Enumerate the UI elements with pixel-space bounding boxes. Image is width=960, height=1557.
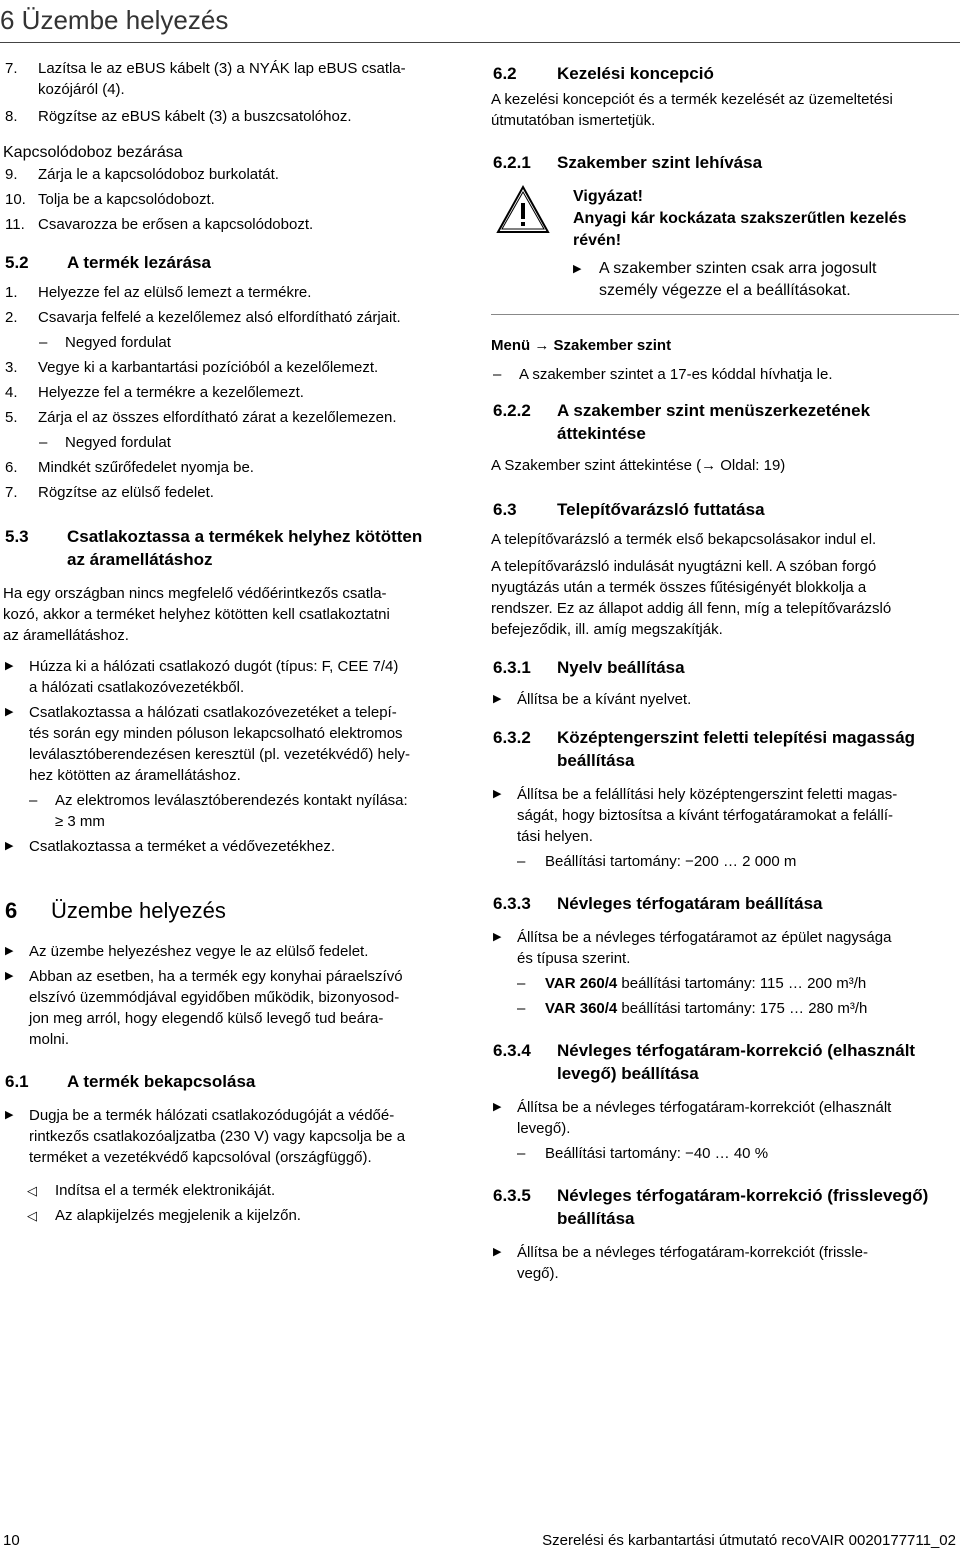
list-item: 5. Zárja el az összes elfordítható zárat a kezelőlemezen.	[5, 409, 397, 426]
warning-box	[491, 186, 959, 315]
result-triangle-icon: ◁	[27, 1183, 37, 1198]
bullet-icon: ▶	[5, 706, 14, 718]
footer-text: Szerelési és karbantartási útmutató recoVAIR 0020177711_02	[542, 1532, 956, 1549]
warning-title: Vigyázat!	[573, 188, 643, 205]
menu-path: Menü → Szakember szint	[491, 337, 672, 354]
bullet-icon: ▶	[493, 693, 502, 705]
dash-item: – VAR 360/4 beállítási tartomány: 175 … 280 m³/h	[517, 1000, 868, 1017]
list-item: 7. Lazítsa le az eBUS kábelt (3) a NYÁK lap eBUS csatla-	[5, 60, 406, 77]
s622-paragraph: A Szakember szint áttekintése (→ Oldal: 19)	[491, 457, 786, 474]
kapcs-heading: Kapcsolódoboz bezárása	[3, 144, 183, 161]
bullet-item: ▶ Az üzembe helyezéshez vegye le az elülső fedelet.	[5, 943, 369, 960]
bullet-item: ▶ Dugja be a termék hálózati csatlakozódugóját a védőé- rintkezős csatlakozóaljzatba (230 V) vagy kapcsolja be a terméket a vezetékvédő kapcsolóval (országfüggő).	[5, 1107, 406, 1166]
list-item: 7. Rögzítse az elülső fedelet.	[5, 484, 214, 501]
section-heading-6-3: 6.3 Telepítővarázsló futtatása	[493, 500, 765, 519]
page-number: 10	[3, 1532, 20, 1549]
section-heading-6-2-1: 6.2.1 Szakember szint lehívása	[493, 153, 763, 172]
s63-p1: A telepítővarázsló a termék első bekapcsolásakor indul el.	[491, 531, 877, 548]
warning-triangle-icon	[495, 184, 551, 242]
warning-subtitle: Anyagi kár kockázata szakszerűtlen kezelés révén!	[573, 210, 907, 249]
section-heading-6-1: 6.1 A termék bekapcsolása	[5, 1072, 256, 1091]
bullet-item: ▶ Csatlakoztassa a hálózati csatlakozóvezetéket a telepí- tés során egy minden póluson lekapcsolható elektromos leválasztóberendezésen keresztül (pl. vezetékvédő) hely- hez kötötten az áramellátáshoz.	[5, 704, 411, 784]
bullet-icon: ▶	[493, 1246, 502, 1258]
bullet-item: ▶ Állítsa be a kívánt nyelvet.	[493, 691, 692, 708]
bullet-item: ▶ Húzza ki a hálózati csatlakozó dugót (típus: F, CEE 7/4) a hálózati csatlakozóvezetékből.	[5, 658, 399, 696]
section-heading-6-3-2: 6.3.2 Középtengerszint feletti telepítési magasság beállítása	[493, 728, 916, 770]
warning-bullet: ▶ A szakember szinten csak arra jogosult személy végezze el a beállításokat.	[573, 260, 877, 299]
list-item: 8. Rögzítse az eBUS kábelt (3) a buszcsatolóhoz.	[5, 108, 352, 125]
bullet-icon: ▶	[5, 945, 14, 957]
s52-steps	[3, 282, 465, 503]
list-item: 10. Tolja be a kapcsolódobozt.	[5, 191, 215, 208]
bullet-icon: ▶	[5, 840, 14, 852]
result-triangle-icon: ◁	[27, 1208, 37, 1223]
list-item: 2. Csavarja felfelé a kezelőlemez alsó elfordítható zárjait.	[5, 309, 401, 326]
list-item: 6. Mindkét szűrőfedelet nyomja be.	[5, 459, 254, 476]
section-heading-6-2-2: 6.2.2 A szakember szint menüszerkezetének áttekintése	[493, 401, 871, 443]
bullet-item: ▶ Csatlakoztassa a terméket a védővezetékhez.	[5, 838, 335, 855]
list-item: kozójáról (4).	[38, 81, 125, 98]
section-heading-5-2: 5.2 A termék lezárása	[5, 253, 211, 272]
section-heading-6-3-1: 6.3.1 Nyelv beállítása	[493, 658, 685, 677]
bullet-icon: ▶	[493, 788, 502, 800]
bullet-icon: ▶	[493, 931, 502, 943]
bullet-icon: ▶	[573, 263, 582, 275]
section-heading-6-3-4: 6.3.4 Névleges térfogatáram-korrekció (elhasznált levegő) beállítása	[493, 1041, 916, 1083]
list-item: 4. Helyezze fel a termékre a kezelőlemezt.	[5, 384, 304, 401]
list-item: 3. Vegye ki a karbantartási pozícióból a kezelőlemezt.	[5, 359, 379, 376]
bullet-icon: ▶	[493, 1101, 502, 1113]
list-item: – Negyed fordulat	[39, 434, 171, 451]
section-heading-6-3-3: 6.3.3 Névleges térfogatáram beállítása	[493, 894, 823, 913]
bullet-item: ▶ Állítsa be a névleges térfogatáram-korrekciót (elhasznált levegő).	[493, 1099, 892, 1137]
dash-item: – Beállítási tartomány: −200 … 2 000 m	[517, 853, 797, 870]
bullet-item: ▶ Állítsa be a felállítási hely középtengerszint feletti magas- ságát, hogy biztosítsa a kívánt térfogatáramokat a felállí- tási helyen.	[493, 786, 898, 845]
bullet-item: ▶ Abban az esetben, ha a termék egy konyhai páraelszívó elszívó üzemmódjával egyidőben működik, bizonyosod- jon meg arról, hogy elegendő külső levegő tud beára- molni.	[5, 968, 403, 1048]
dash-item: – A szakember szintet a 17-es kóddal hívhatja le.	[493, 366, 833, 383]
left-column	[3, 58, 465, 1226]
section-heading-6-3-5: 6.3.5 Névleges térfogatáram-korrekció (frisslevegő) beállítása	[493, 1186, 929, 1228]
bullet-item: ▶ Állítsa be a névleges térfogatáram-korrekciót (frissle- vegő).	[493, 1244, 868, 1282]
dash-item: – Az elektromos leválasztóberendezés kontakt nyílása: ≥ 3 mm	[29, 792, 408, 830]
bullet-icon: ▶	[5, 1109, 14, 1121]
list-item: 9. Zárja le a kapcsolódoboz burkolatát.	[5, 166, 279, 183]
result-item: ◁ Az alapkijelzés megjelenik a kijelzőn.	[27, 1207, 301, 1224]
section-heading-5-3: 5.3 Csatlakoztassa a termékek helyhez kötötten az áramellátáshoz	[5, 527, 423, 569]
page-title: 6 Üzembe helyezés	[0, 5, 229, 35]
dash-item: – Beállítási tartomány: −40 … 40 %	[517, 1145, 769, 1162]
s62-paragraph: A kezelési koncepciót és a termék kezelését az üzemeltetési útmutatóban ismertetjük.	[491, 91, 893, 129]
bullet-icon: ▶	[5, 970, 14, 982]
kapcs-steps	[3, 164, 465, 235]
bullet-item: ▶ Állítsa be a névleges térfogatáramot az épület nagysága és típusa szerint.	[493, 929, 892, 967]
s63-p2: A telepítővarázsló indulását nyugtázni kell. A szóban forgó nyugtázás után a termék összes fűtésigényét blokkolja a rendszer. Ez az állapot addig áll fenn, míg a telepítővarázsló befejeződik, ill. amíg megszakítják.	[491, 558, 892, 638]
right-column	[491, 62, 959, 1284]
result-item: ◁ Indítsa el a termék elektronikáját.	[27, 1182, 276, 1199]
list-item: 11. Csavarozza be erősen a kapcsolódobozt.	[5, 216, 314, 233]
steps-top	[3, 58, 465, 127]
list-item: – Negyed fordulat	[39, 334, 171, 351]
bullet-icon: ▶	[5, 660, 14, 672]
list-item: 1. Helyezze fel az elülső lemezt a termékre.	[5, 284, 312, 301]
dash-item: – VAR 260/4 beállítási tartomány: 115 … 200 m³/h	[517, 975, 867, 992]
section-heading-6-2: 6.2 Kezelési koncepció	[493, 64, 714, 83]
header-rule	[0, 42, 960, 43]
section-heading-6: 6 Üzembe helyezés	[5, 898, 226, 923]
s53-paragraph: Ha egy országban nincs megfelelő védőérintkezős csatla- kozó, akkor a terméket helyhez kötötten kell csatlakoztatni az áramellátáshoz.	[3, 585, 390, 644]
